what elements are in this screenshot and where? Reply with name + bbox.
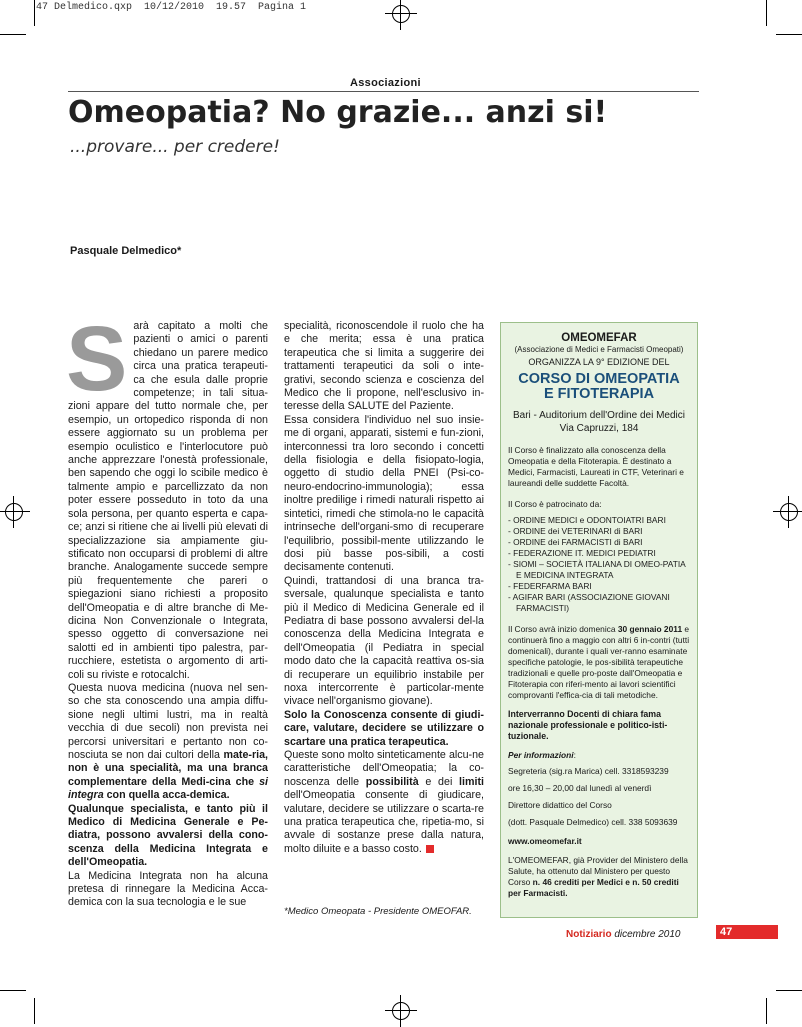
crop-mark-tr-h xyxy=(776,34,802,35)
crop-mark-bl-v xyxy=(34,998,35,1024)
list-item: - ORDINE dei FARMACISTI di BARI xyxy=(508,537,643,547)
patron-intro: Il Corso è patrocinato da: xyxy=(508,499,602,509)
start-date: 30 gennaio 2011 xyxy=(617,624,683,634)
section-label: Associazioni xyxy=(350,77,421,89)
paragraph-text: Questa nuova medicina (nuova nel sen-so che sta conoscendo una ampia diffu-sione negli ultimi lustri, ma in realtà vecchia di due secoli) non prevista nei percorsi universitari e pertanto non co-nosciuta se non dai cultori della xyxy=(68,681,268,761)
course-title-line: CORSO DI OMEOPATIA xyxy=(518,371,680,387)
course-info-box xyxy=(500,322,698,918)
bold-italic-text: si integra xyxy=(68,775,268,802)
footer-issue xyxy=(566,929,681,940)
bold-text: con quella acca-demica. xyxy=(103,789,230,802)
bold-text: limiti xyxy=(459,775,484,788)
edition-line: ORGANIZZA LA 9° EDIZIONE DEL xyxy=(528,357,670,367)
crop-mark-br-h xyxy=(776,990,802,991)
article-column-1 xyxy=(66,308,268,910)
bold-text: possibilità xyxy=(365,775,419,788)
course-title-line: E FITOTERAPIA xyxy=(543,386,655,402)
crop-mark-bl-h xyxy=(0,990,26,991)
website-link[interactable]: www.omeomefar.it xyxy=(508,836,582,846)
paragraph-text: arà capitato a molti che pazienti o amici o parenti chiedano un parere medico circa una pratica terapeuti-ca che esula dalle proprie competenze; in tali situa-zioni appare del tutto normale che, per esempio, un ortopedico risponda di non essere aggiornato su un problema per esempio oculistico e l'interlocutore può anche apprezzare l'onestà professionale, ben sapendo che oggi lo scibile medico è talmente ampio e parcellizzato da non poter essere posseduto in toto da una sola persona, per quanto esperta e capa-ce; anzi si ritiene che ai livelli più elevati di specializzazione sia ampiamente giu-stificato non occuparsi di problemi di altre branche. Analogamente succede sempre più frequentemente che pareri o spiegazioni siano richiesti a proposito dell'Omeopatia e di altre branche di Me-dicina Non Convenzionale o Integrata, spesso oggetto di conversazione nei salotti ed in ambienti tipo palestra, par-rucchiere, estetista o argomento di arti-coli su riviste e rotocalchi. xyxy=(68,320,268,681)
drop-cap: S xyxy=(66,308,128,410)
paragraph xyxy=(284,749,484,856)
credits-bold: n. 46 crediti per Medici e n. 50 crediti per Farmacisti. xyxy=(508,877,679,898)
paragraph-text: Queste sono molto sinteticamente alcu-ne caratteristiche dell'Omeopatia; la co-noscenza delle xyxy=(284,749,484,788)
paragraph: Essa considera l'individuo nel suo insie-me di organi, apparati, sistemi e fun-zioni, interconnessi tra loro secondo i concetti della fisiologia e della fisiopato-logia, oggetto di studio della PNEI (Psi-co-neuro-endocrino-immunologia); essa inoltre predilige i rimedi naturali rispetto ai sintetici, rimedi che stimola-no le capacità intrinseche dell'organi-smo di recuperare l'equilibrio, possibil-mente utilizzando le dosi più basse pos-sibili, a costi decisamente contenuti. xyxy=(284,413,484,574)
article-title: Omeopatia? No grazie... anzi si! xyxy=(68,95,608,130)
credits-note xyxy=(508,855,690,899)
author-byline: Pasquale Delmedico* xyxy=(70,245,182,257)
footnote: *Medico Omeopata - Presidente OMEOFAR. xyxy=(284,906,472,917)
teachers-note: Interverranno Docenti di chiara fama nazionale professionale e politico-isti-tuzionale. xyxy=(508,709,668,741)
list-item: - FEDERAZIONE IT. MEDICI PEDIATRI xyxy=(508,548,656,558)
registration-mark-right xyxy=(780,503,798,521)
file-slug: 47 Delmedico.qxp 10/12/2010 19.57 Pagina 1 xyxy=(36,2,307,13)
issue-date: dicembre 2010 xyxy=(611,929,681,940)
patron-list xyxy=(508,515,690,614)
info-line: (dott. Pasquale Delmedico) cell. 338 5093639 xyxy=(508,817,678,827)
article-column-2 xyxy=(284,320,484,856)
list-item: - ORDINE MEDICI e ODONTOIATRI BARI xyxy=(508,515,666,525)
schedule-text: Il Corso avrà inizio domenica xyxy=(508,624,618,634)
info-heading-colon: : xyxy=(573,750,576,760)
end-mark-icon xyxy=(426,845,434,853)
venue-line: Via Capruzzi, 184 xyxy=(559,423,639,434)
page-number: 47 xyxy=(716,925,778,939)
credits-text: L'OMEOMEFAR, già Provider del Ministero della Salute, ha ottenuto dal Ministero per questo Corso xyxy=(508,855,688,887)
header-rule xyxy=(68,91,699,92)
paragraph xyxy=(68,682,268,803)
info-heading-text: Per informazioni xyxy=(508,750,574,760)
org-name: OMEOMEFAR xyxy=(561,332,637,344)
crop-mark-tr-v xyxy=(766,0,767,26)
magazine-name: Notiziario xyxy=(566,929,612,940)
crop-mark-tl-h xyxy=(0,34,26,35)
registration-mark-left xyxy=(5,503,23,521)
paragraph-text: e dei xyxy=(418,775,460,788)
bold-text: mate-ria, non è una specialità, ma una branca complementare della Medi-cina che xyxy=(68,749,268,788)
course-title xyxy=(508,372,690,402)
list-item: - AGIFAR BARI (ASSOCIAZIONE GIOVANI FARMACISTI) xyxy=(508,592,670,613)
crop-mark-br-v xyxy=(766,998,767,1024)
list-item: - ORDINE dei VETERINARI di BARI xyxy=(508,526,643,536)
org-subtitle: (Associazione di Medici e Farmacisti Omeopati) xyxy=(514,345,684,354)
crop-mark-tl-v xyxy=(34,0,35,26)
paragraph-bold: Qualunque specialista, e tanto più il Medico di Medicina Generale e Pe-diatra, possono avvalersi della cono-scenza della Medicina Integrata e dell'Omeopatia. xyxy=(68,802,268,869)
course-aim: Il Corso è finalizzato alla conoscenza della Omeopatia e della Fitoterapia. È destinato a Medici, Farmacisti, Laureati in CTF, Veterinari e laureandi delle suddette Facoltà. xyxy=(508,445,684,488)
info-line: Direttore didattico del Corso xyxy=(508,800,612,810)
paragraph: specialità, riconoscendole il ruolo che ha e che merita; essa è una pratica terapeutica che si limita a suggerire dei trattamenti terapeutici da soli o inte-grativi, secondo scienza e coscienza del Medico che li propone, nell'esclusivo in-teresse della SALUTE del Paziente. xyxy=(284,320,484,413)
schedule-text: e continuerà fino a maggio con altri 6 in-contri (tutti domenicali), durante i quali ver-ranno esaminate specifiche patologie, le pos-sibilità terapeutiche tradizionali e quelle pro-poste dall'Omeopatia e Fitoterapia con riferi-mento ai lavori scientifici comprovanti l'effica-cia di tali metodiche. xyxy=(508,624,690,700)
venue-line: Bari - Auditorium dell'Ordine dei Medici xyxy=(513,410,685,421)
info-line: Segreteria (sig.ra Marica) cell. 3318593239 xyxy=(508,766,669,776)
info-line: ore 16,30 – 20,00 dal lunedì al venerdì xyxy=(508,783,652,793)
paragraph: Quindi, trattandosi di una branca tra-sversale, qualunque specialista e tanto più il Medico di Medicina Generale ed il Pediatra di base possono avvalersi del-la conoscenza della Medicina Integrata e dell'Omeopatia (il Pediatra in special modo dato che la capacità reattiva os-sia di recuperare un equilibrio instabile per noxa intercorrente è particolar-mente vivace nell'organismo giovane). xyxy=(284,574,484,708)
course-schedule xyxy=(508,624,690,701)
list-item: - FEDERFARMA BARI xyxy=(508,581,592,591)
paragraph-text: dell'Omeopatia consente di giudicare, valutare, decidere se utilizzare o scarta-re una pratica terapeutica che, ripetia-mo, si avvale di sostanze prese dalla natura, molto diluite e a basso costo. xyxy=(284,789,484,855)
paragraph: La Medicina Integrata non ha alcuna pretesa di rinnegare la Medicina Acca-demica con la sua tecnologia e le sue xyxy=(68,869,268,909)
registration-mark-bottom xyxy=(392,1002,410,1020)
registration-mark-top xyxy=(392,5,410,23)
course-venue xyxy=(508,409,690,435)
info-heading xyxy=(508,750,690,760)
list-item: - SIOMI – SOCIETÀ ITALIANA DI OMEO-PATIA E MEDICINA INTEGRATA xyxy=(508,559,686,580)
article-subtitle: ...provare... per credere! xyxy=(70,137,280,157)
paragraph-bold: Solo la Conoscenza consente di giudi-care, valutare, decidere se utilizzare o scartare una pratica terapeutica. xyxy=(284,708,484,748)
